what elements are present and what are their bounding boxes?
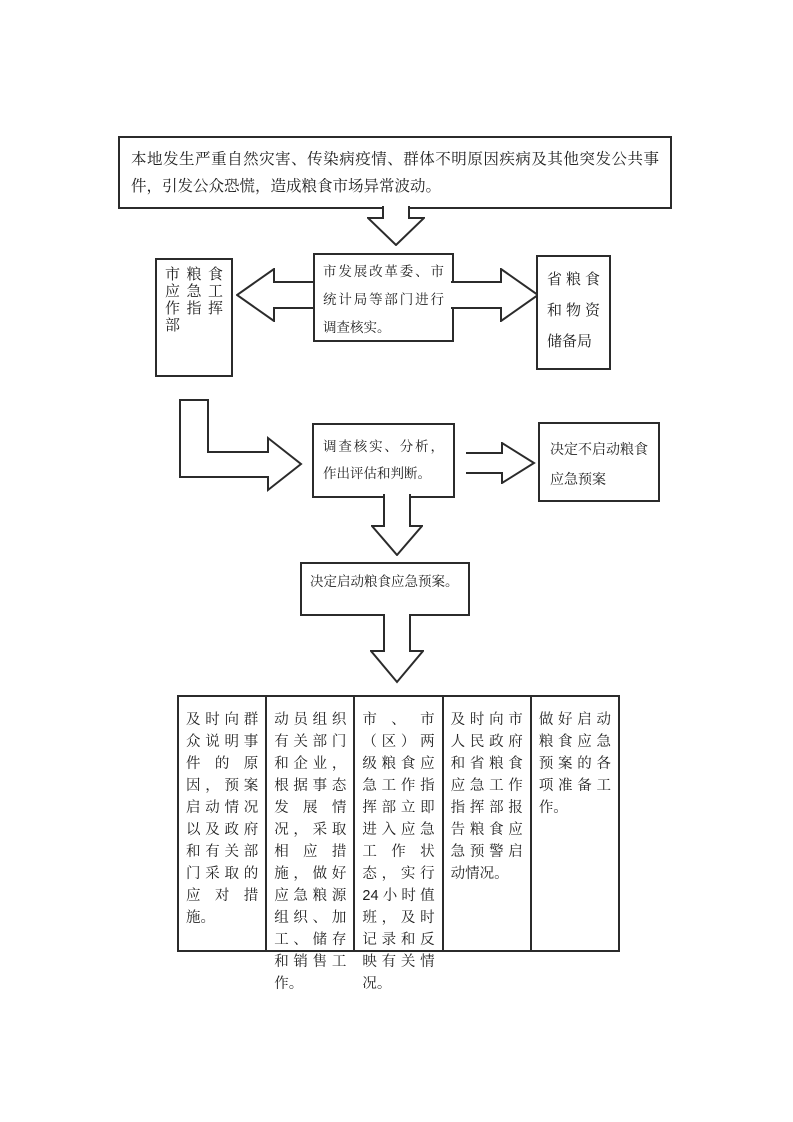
decide-activate-text: 决定启动粮食应急预案。 (310, 574, 459, 589)
decide-activate-box (300, 562, 470, 616)
right-block-arrow-icon (451, 268, 539, 322)
action-column-mobilize (265, 695, 355, 992)
elbow-block-arrow-icon (178, 396, 304, 494)
action-column-text: 及时向群众说明事件的原因，预案启动情况以及政府和有关部门采取的应对措施。 (186, 712, 259, 926)
city-command-box (155, 258, 233, 377)
trigger-event-box (118, 136, 672, 209)
action-column-inform-public (177, 695, 267, 952)
action-column-text: 市、市（区）两级粮食应急工作指挥部立即进入应急工作状态，实行24小时值班，及时记录和反映有关情况。 (362, 712, 435, 992)
down-block-arrow-assess-icon (371, 494, 423, 556)
city-command-text: 市粮食应急工作指挥部 (165, 266, 223, 334)
decide-not-activate-text: 决定不启动粮食应急预案 (550, 441, 648, 487)
down-block-arrow-trigger-icon (367, 206, 425, 246)
assess-judge-box (312, 423, 455, 498)
action-column-prepare (530, 695, 620, 952)
decide-not-activate-box (538, 422, 660, 502)
investigate-verify-box (313, 253, 454, 342)
action-column-text: 及时向市人民政府和省粮食应急工作指挥部报告粮食应急预警启动情况。 (450, 712, 523, 882)
right-block-arrow-small-icon (466, 442, 536, 484)
left-block-arrow-icon (236, 268, 316, 322)
trigger-event-text: 本地发生严重自然灾害、传染病疫情、群体不明原因疾病及其他突发公共事件，引发公众恐慌，造成粮食市场异常波动。 (131, 151, 659, 195)
assess-judge-text: 调查核实、分析，作出评估和判断。 (323, 439, 444, 481)
down-block-arrow-activate-icon (370, 614, 424, 684)
action-column-text: 做好启动粮食应急预案的各项准备工作。 (538, 712, 612, 816)
action-column-report (442, 695, 532, 952)
province-bureau-text: 省粮食和物资储备局 (547, 271, 600, 350)
province-bureau-box (536, 255, 611, 370)
action-column-text: 动员组织有关部门和企业，根据事态发展情况，采取相应措施，做好应急粮源组织、加工、储存和销售工作。 (274, 712, 347, 992)
investigate-verify-text: 市发展改革委、市统计局等部门进行调查核实。 (323, 264, 444, 335)
action-column-emergency-state (353, 695, 443, 992)
response-actions-table (177, 695, 620, 992)
